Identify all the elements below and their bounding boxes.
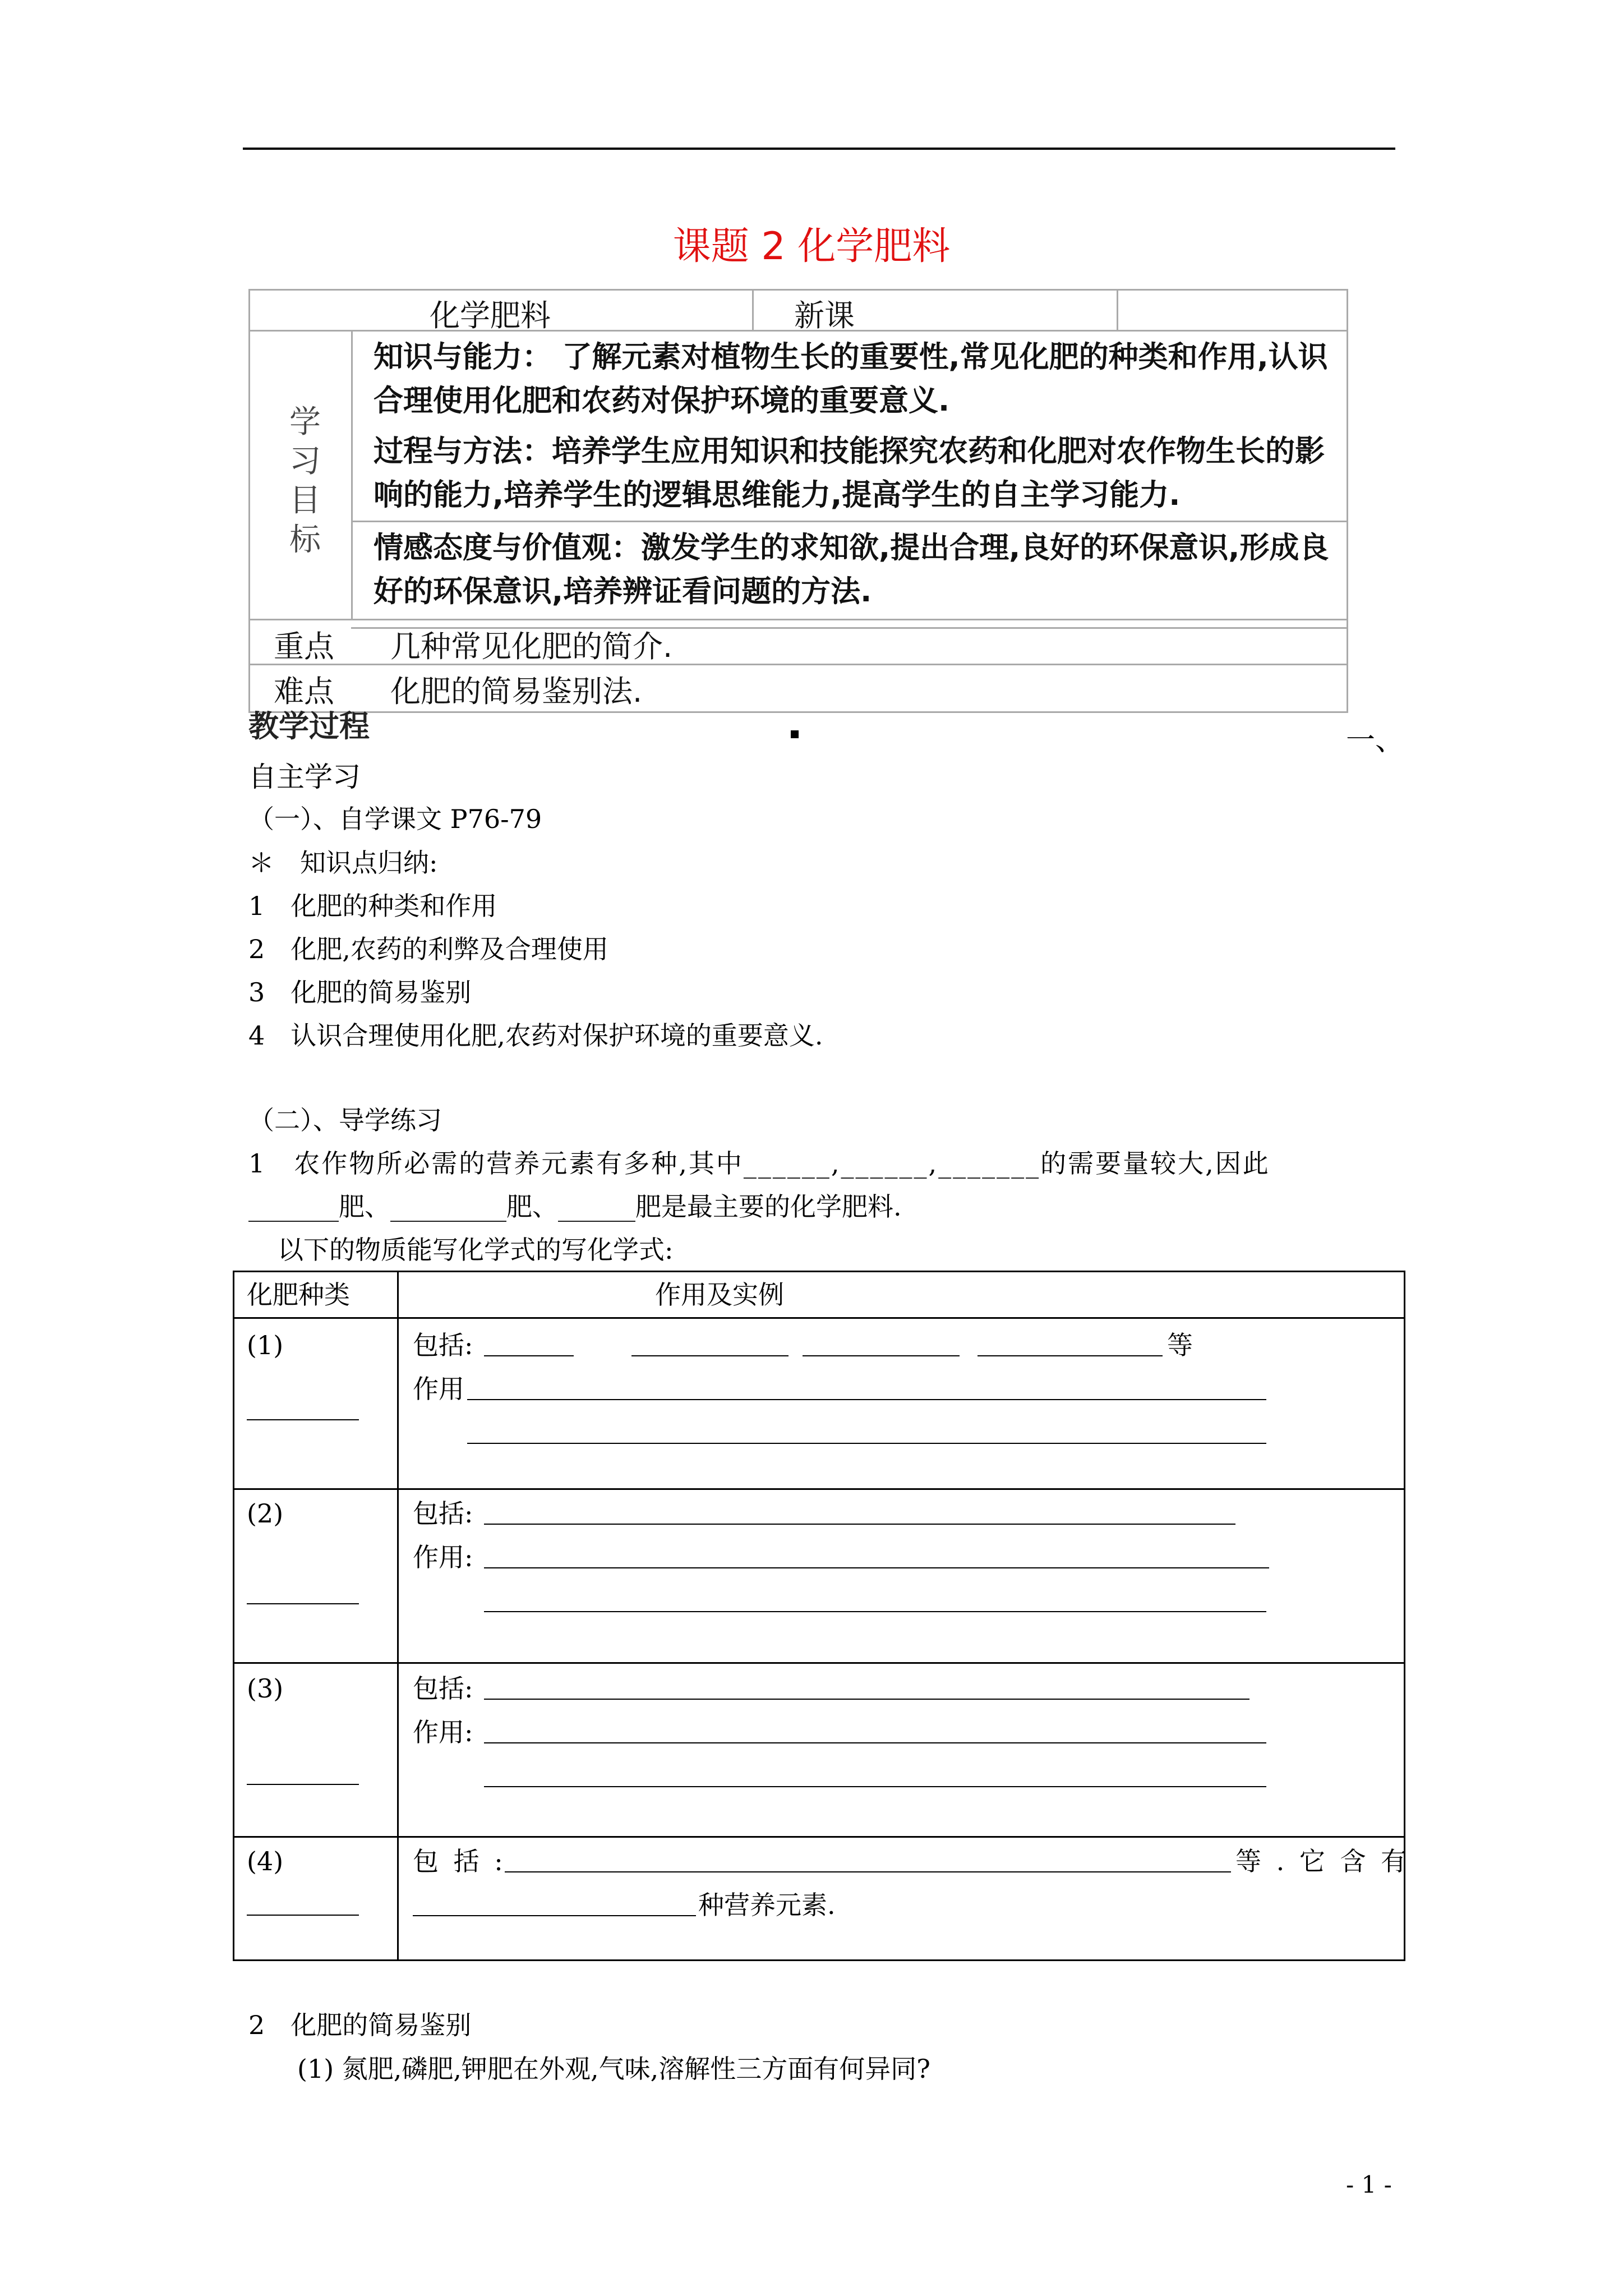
blank-line: [631, 1355, 789, 1356]
blank-line: [484, 1567, 1269, 1568]
col-divider: [397, 1272, 399, 1959]
objective-process: 过程与方法：培养学生应用知识和技能探究农药和化肥对农作物生长的影响的能力,培养学生的逻辑思维能力,提高学生的自主学习能力.: [374, 434, 1325, 512]
blank-line: [413, 1915, 696, 1916]
fertilizer-table: [233, 1271, 1410, 1961]
bullet-mark: [791, 730, 799, 738]
row-divider: [234, 1488, 1404, 1490]
include-label: 包括:: [413, 1330, 473, 1360]
col-divider: [1117, 291, 1118, 330]
page-title: 课题 2 化学肥料: [672, 224, 951, 269]
use-label: 作用:: [413, 1717, 473, 1747]
blank-line: [978, 1355, 1163, 1356]
use-label: 作用: [413, 1374, 464, 1404]
question-2: 2 化肥的简易鉴别: [248, 2010, 472, 2040]
section-marker: 一、: [1346, 724, 1405, 757]
col-divider: [351, 330, 353, 619]
blank-line: [247, 1915, 359, 1916]
col-divider: [752, 291, 754, 330]
row-divider: [351, 521, 1347, 522]
row-number: (3): [247, 1673, 284, 1704]
include-label: 包括:: [413, 1673, 473, 1704]
row-divider: [234, 1836, 1404, 1838]
blank-line: [247, 1603, 359, 1604]
point-item: 3 化肥的简易鉴别: [248, 977, 472, 1007]
use-label: 作用:: [413, 1542, 473, 1572]
point-item: 1 化肥的种类和作用: [248, 891, 497, 921]
blank-line: [484, 1742, 1266, 1743]
question-1-line1: 1 农作物所必需的营养元素有多种,其中______,______,_______的需要量较大,因此: [248, 1148, 1270, 1179]
nutrients-tail: 种营养元素.: [698, 1890, 836, 1920]
row-number: (1): [247, 1330, 284, 1360]
blank-line: [247, 1784, 359, 1785]
row-divider: [234, 1662, 1404, 1664]
blank-line: [803, 1355, 960, 1356]
summary-heading: ＊ 知识点归纳:: [248, 848, 438, 878]
point-item: 4 认识合理使用化肥,农药对保护环境的重要意义.: [248, 1020, 823, 1051]
header-rule: [243, 148, 1395, 150]
difficult-label: 难点: [274, 674, 334, 709]
row-divider: [250, 619, 1347, 620]
blank-line: [484, 1786, 1266, 1787]
blank-line: [484, 1611, 1266, 1612]
key-label: 重点: [274, 629, 334, 664]
subsection-1: （一）、自学课文 P76-79: [248, 804, 542, 834]
include-label: 包括:: [413, 1498, 473, 1529]
question-1-line3: 以下的物质能写化学式的写化学式:: [278, 1235, 674, 1265]
blank-line: [484, 1699, 1249, 1700]
row-divider: [234, 1317, 1404, 1319]
blank-line: [484, 1355, 574, 1356]
row-number: (2): [247, 1498, 284, 1529]
blank-line: [484, 1524, 1235, 1525]
include-label: 包 括 :: [413, 1846, 506, 1876]
objective-attitude: 情感态度与价值观：激发学生的求知欲,提出合理,良好的环保意识,形成良好的环保意识,培养辨证看问题的方法.: [374, 531, 1329, 609]
blank-line: [505, 1871, 1231, 1872]
process-heading: 教学过程: [248, 708, 370, 744]
contains-suffix: 等 . 它 含 有: [1235, 1846, 1410, 1876]
col-header-use: 作用及实例: [655, 1280, 784, 1310]
row-number: (4): [247, 1846, 284, 1876]
page-number: - 1 -: [1346, 2171, 1392, 2198]
point-item: 2 化肥,农药的利弊及合理使用: [248, 934, 608, 964]
etc-suffix: 等: [1167, 1330, 1193, 1360]
blank-line: [467, 1443, 1266, 1444]
blank-line: [467, 1399, 1266, 1400]
question-2-sub1: (1) 氮肥,磷肥,钾肥在外观,气味,溶解性三方面有何异同?: [297, 2054, 930, 2084]
key-point: 几种常见化肥的简介.: [390, 629, 673, 664]
topic-cell: 化学肥料: [430, 298, 551, 333]
objectives-label: 学习目标: [289, 404, 321, 558]
objectives-table: [248, 289, 1348, 713]
difficult-point: 化肥的简易鉴别法.: [390, 674, 643, 709]
section-heading: 自主学习: [248, 761, 361, 793]
objective-knowledge: 知识与能力： 了解元素对植物生长的重要性,常见化肥的种类和作用,认识合理使用化肥和农药对保护环境的重要意义.: [374, 340, 1328, 418]
type-cell: 新课: [794, 298, 855, 333]
subsection-2: （二）、导学练习: [248, 1105, 442, 1135]
col-header-type: 化肥种类: [247, 1280, 350, 1310]
question-1-line2: _______肥、_________肥、______肥是最主要的化学肥料.: [248, 1191, 902, 1222]
blank-line: [247, 1419, 359, 1420]
